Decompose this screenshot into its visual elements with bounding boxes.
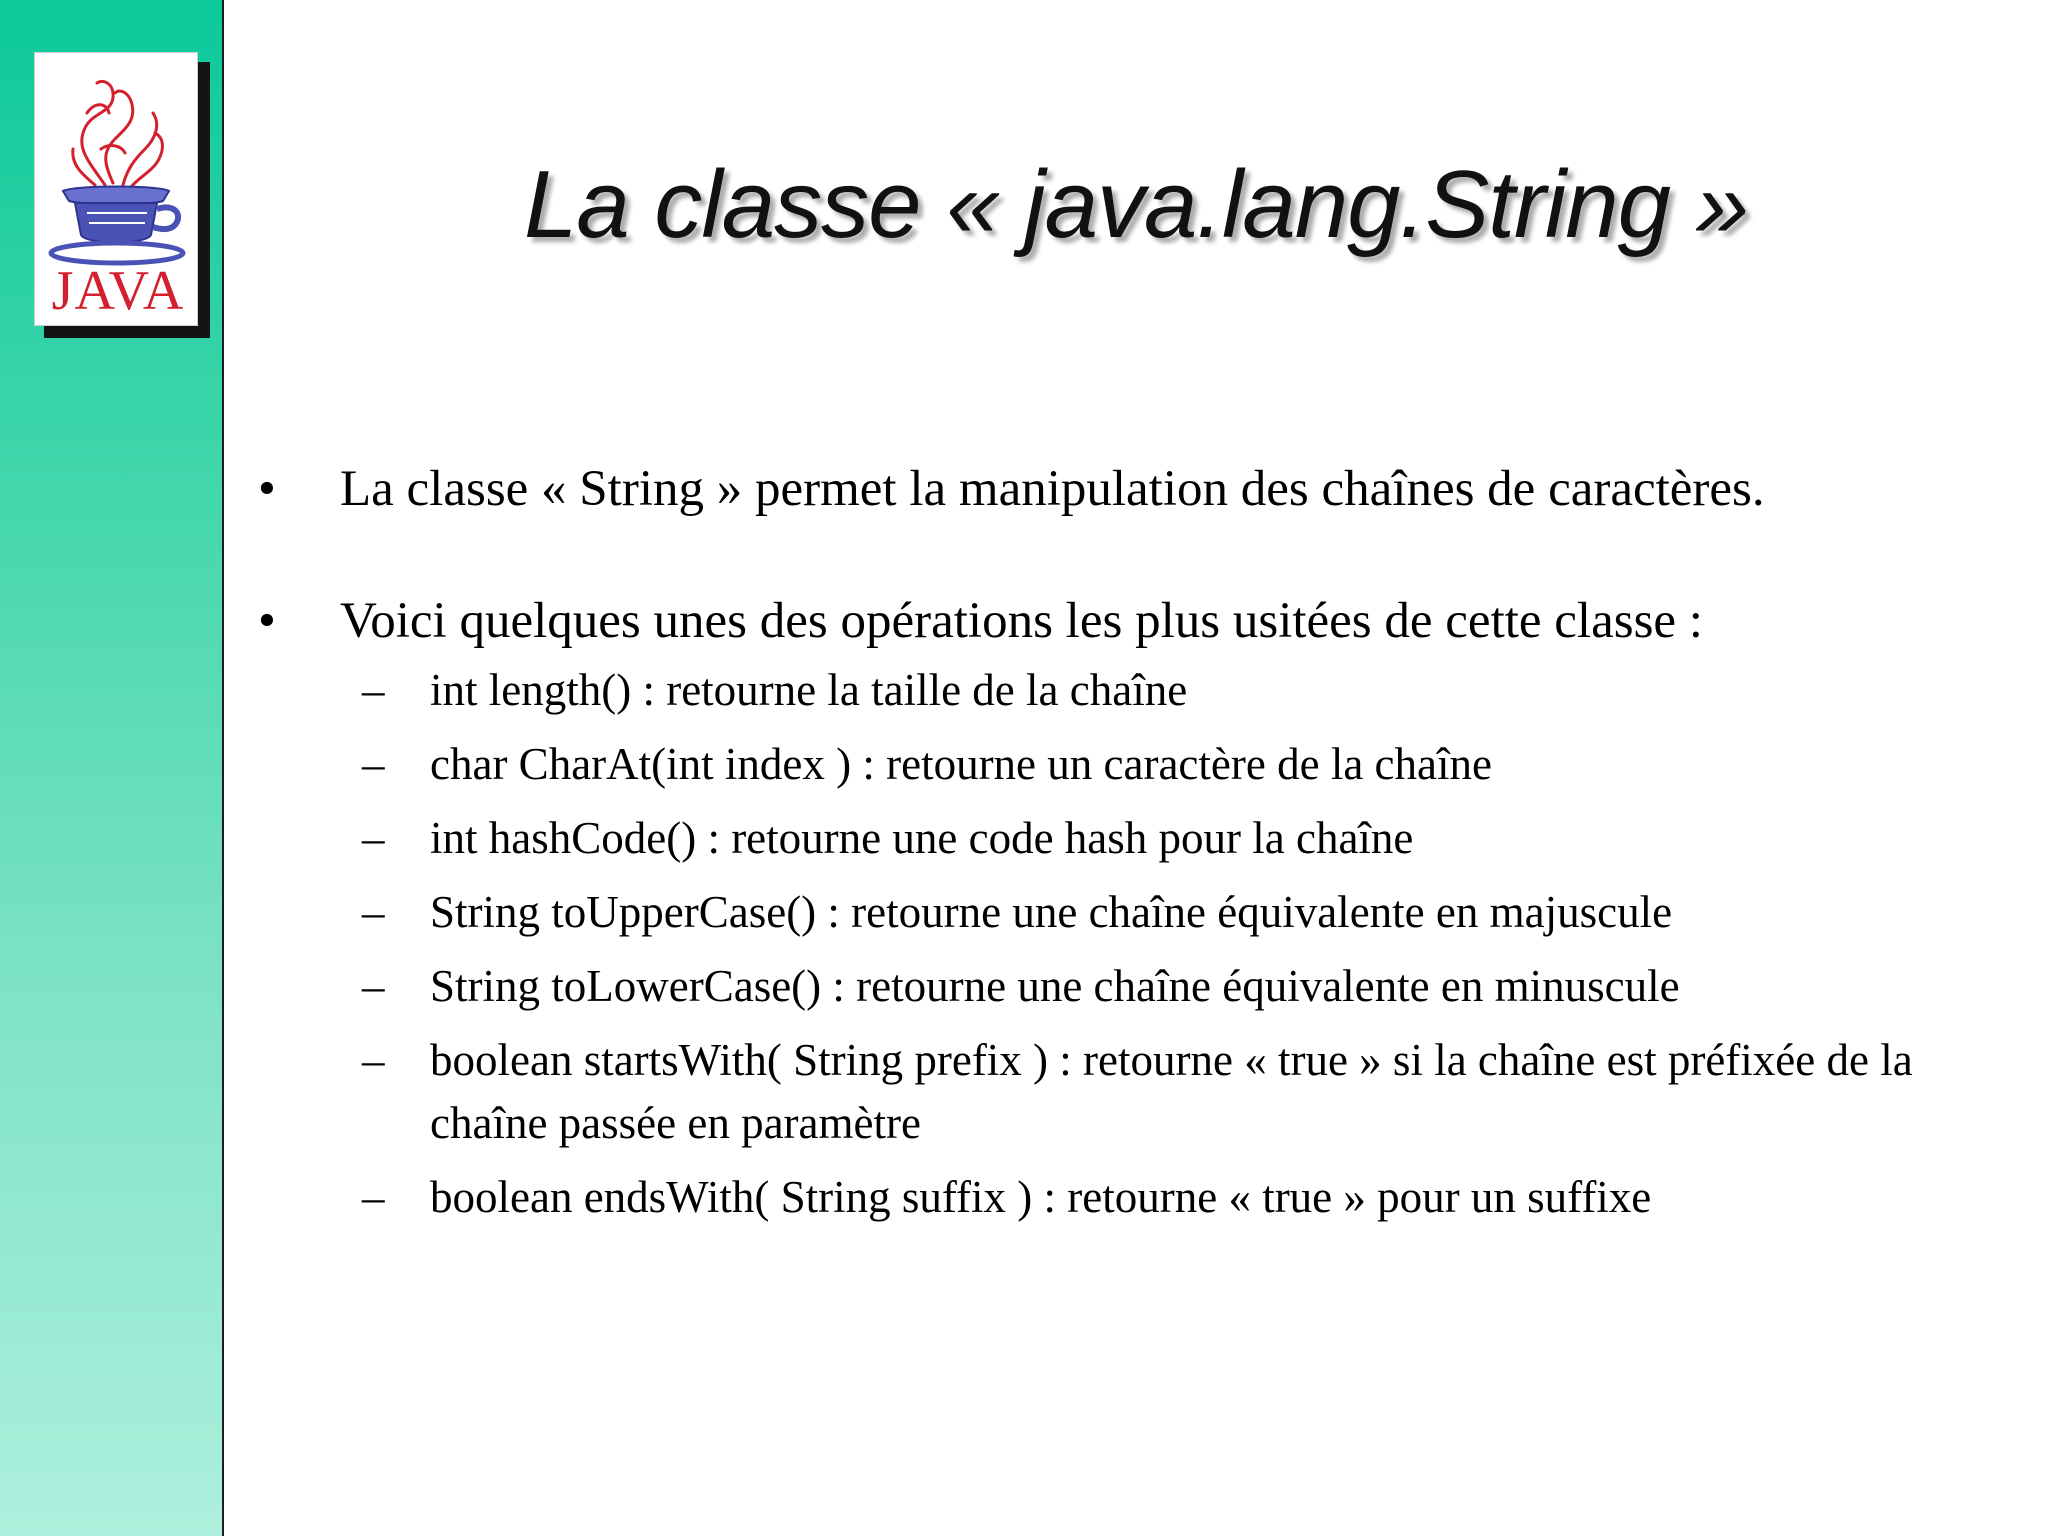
java-logo-text: JAVA bbox=[51, 260, 185, 322]
sub-item-text: int length() : retourne la taille de la chaîne bbox=[430, 665, 1188, 715]
sub-item bbox=[250, 659, 1970, 722]
bullet-item bbox=[250, 587, 1970, 655]
bullet-text: La classe « String » permet la manipulation des chaînes de caractères. bbox=[340, 461, 1765, 517]
slide-title: La classe « java.lang.String » bbox=[523, 151, 1749, 258]
java-logo bbox=[34, 52, 198, 326]
sub-item-text: boolean endsWith( String suffix ) : retourne « true » pour un suffixe bbox=[430, 1172, 1652, 1222]
bullet-item bbox=[250, 455, 1970, 523]
slide-content bbox=[250, 455, 1970, 1240]
dash-marker: – bbox=[362, 961, 385, 1011]
dash-marker: – bbox=[362, 1172, 385, 1222]
sub-item bbox=[250, 807, 1970, 870]
dash-marker: – bbox=[362, 739, 385, 789]
sub-item-text: boolean startsWith( String prefix ) : retourne « true » si la chaîne est préfixée de la chaîne passée en paramètre bbox=[430, 1035, 1913, 1148]
bullet-marker: • bbox=[258, 461, 276, 517]
bullet-marker: • bbox=[258, 593, 276, 649]
sub-item bbox=[250, 881, 1970, 944]
sub-item-text: int hashCode() : retourne une code hash pour la chaîne bbox=[430, 813, 1414, 863]
sub-item bbox=[250, 1029, 1970, 1155]
dash-marker: – bbox=[362, 887, 385, 937]
sub-item-text: String toLowerCase() : retourne une chaîne équivalente en minuscule bbox=[430, 961, 1680, 1011]
sub-item-text: String toUpperCase() : retourne une chaîne équivalente en majuscule bbox=[430, 887, 1673, 937]
dash-marker: – bbox=[362, 813, 385, 863]
sub-item bbox=[250, 1166, 1970, 1229]
sub-item bbox=[250, 955, 1970, 1018]
sub-item-text: char CharAt(int index ) : retourne un caractère de la chaîne bbox=[430, 739, 1492, 789]
bullet-text: Voici quelques unes des opérations les plus usitées de cette classe : bbox=[340, 593, 1703, 649]
dash-marker: – bbox=[362, 1035, 385, 1085]
sub-item bbox=[250, 733, 1970, 796]
dash-marker: – bbox=[362, 665, 385, 715]
sub-item-list bbox=[250, 659, 1970, 1229]
